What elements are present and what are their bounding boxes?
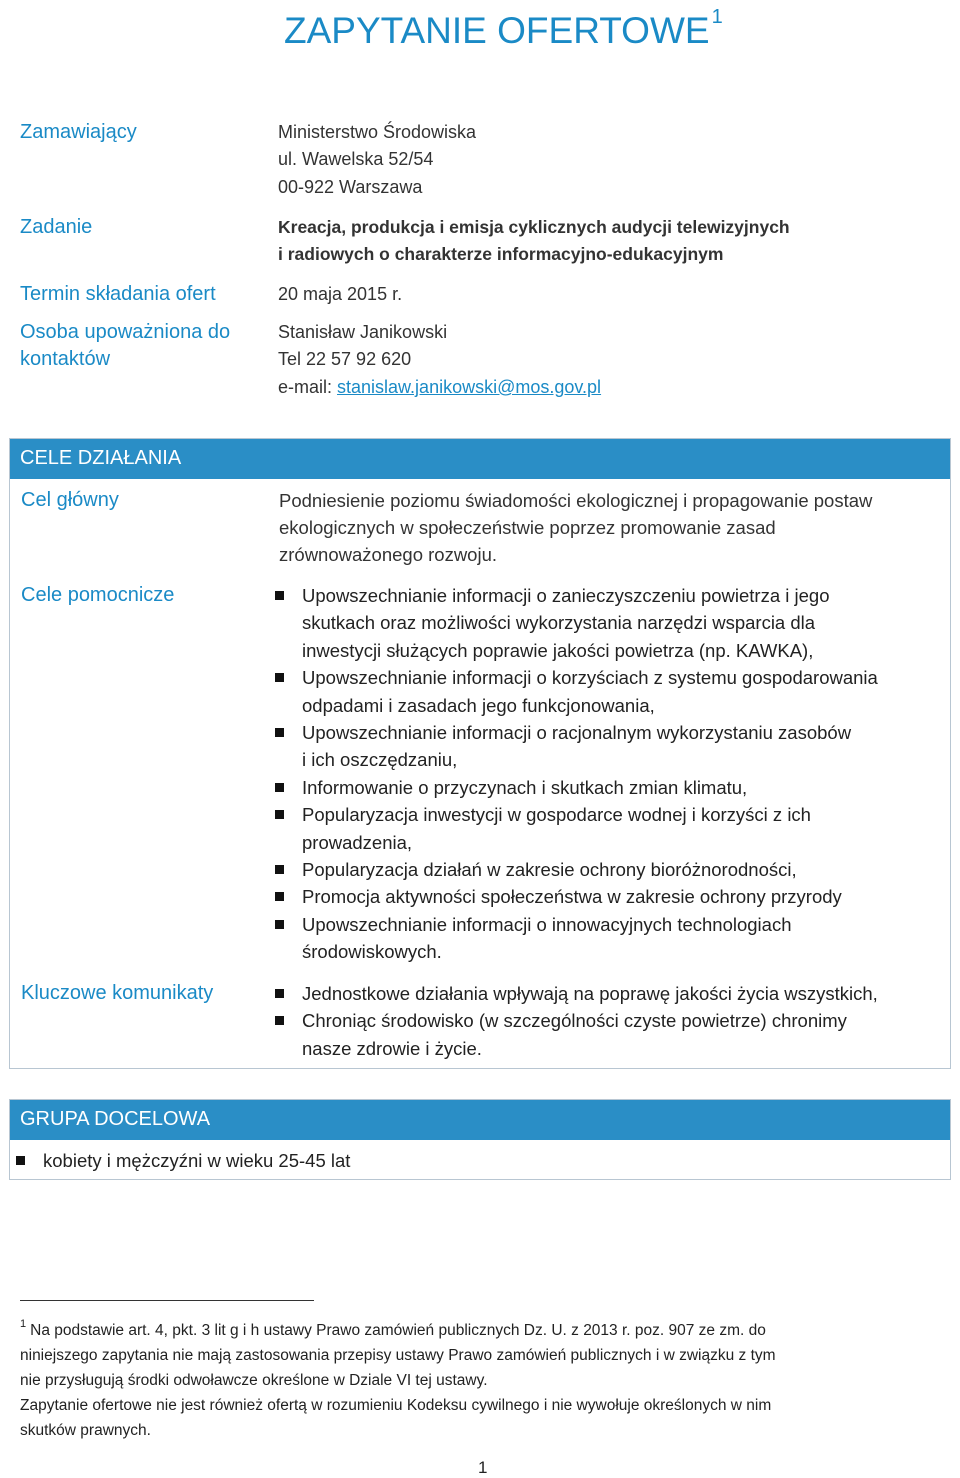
bullet-square-icon	[275, 1016, 284, 1025]
zamawiajacy-line-2: ul. Wawelska 52/54	[278, 149, 434, 169]
footnote-line-5: skutków prawnych.	[20, 1422, 151, 1439]
list-item-line: Popularyzacja działań w zakresie ochrony bioróżnorodności,	[302, 859, 797, 881]
list-item-line: Upowszechnianie informacji o racjonalnym wykorzystaniu zasobów	[302, 722, 852, 744]
list-item	[275, 719, 951, 774]
list-item-line: kobiety i mężczyźni w wieku 25-45 lat	[43, 1150, 351, 1171]
bullet-square-icon	[275, 989, 284, 998]
bullet-square-icon	[275, 892, 284, 901]
bullet-square-icon	[275, 783, 284, 792]
email-prefix: e-mail:	[278, 377, 338, 397]
footnote-text: Na podstawie art. 4, pkt. 3 lit g i h ustawy Prawo zamówień publicznych Dz. U. z 2013 r. poz. 907 ze zm. do	[30, 1322, 766, 1339]
cel-glowny-text	[279, 487, 947, 568]
list-item-line: i ich oszczędzaniu,	[302, 749, 458, 771]
bullet-square-icon	[275, 728, 284, 737]
zadanie-line-2: i radiowych o charakterze informacyjno-edukacyjnym	[278, 244, 724, 264]
list-item-line: Upowszechnianie informacji o innowacyjnych technologiach	[302, 913, 792, 935]
list-item-line: skutkach oraz możliwości wykorzystania narzędzi wsparcia dla	[302, 612, 816, 634]
list-item-line: Chroniąc środowisko (w szczególności czyste powietrze) chronimy	[302, 1010, 847, 1032]
footnote-line-3: nie przysługują środki odwoławcze określone w Dziale VI tej ustawy.	[20, 1372, 488, 1389]
list-item-line: Upowszechnianie informacji o korzyściach z systemu gospodarowania	[302, 667, 878, 689]
document-title	[284, 6, 723, 52]
grupa-docelowa-list	[16, 1147, 692, 1174]
cel-glowny-line-3: zrównoważonego rozwoju.	[279, 544, 498, 565]
footnote-line-4: Zapytanie ofertowe nie jest również ofertą w rozumieniu Kodeksu cywilnego i nie wywołuje określonych w nim	[20, 1397, 772, 1414]
grupa-docelowa-heading: GRUPA DOCELOWA	[10, 1100, 950, 1140]
list-item-line: odpadami i zasadach jego funkcjonowania,	[302, 694, 655, 716]
bullet-square-icon	[275, 673, 284, 682]
cel-glowny-line-2: ekologicznych w społeczeństwie poprzez promowanie zasad	[279, 517, 776, 538]
list-item-line: Informowanie o przyczynach i skutkach zmian klimatu,	[302, 776, 748, 798]
list-item-line: Jednostkowe działania wpływają na poprawę jakości życia wszystkich,	[302, 983, 878, 1004]
list-item	[16, 1147, 692, 1174]
kluczowe-komunikaty-list	[275, 980, 951, 1062]
kluczowe-komunikaty-label: Kluczowe komunikaty	[21, 982, 214, 1004]
bullet-square-icon	[275, 920, 284, 929]
footnote-line-1	[20, 1312, 948, 1343]
osoba-name: Stanisław Janikowski	[278, 322, 448, 342]
list-item-line: Upowszechnianie informacji o zanieczyszczeniu powietrza i jego	[302, 585, 830, 606]
termin-value: 20 maja 2015 r.	[278, 284, 403, 304]
list-item-line: nasze zdrowie i życie.	[302, 1037, 482, 1059]
footnote-line-2: niniejszego zapytania nie mają zastosowania przepisy ustawy Prawo zamówień publicznych i w związku z tym	[20, 1347, 776, 1364]
osoba-email-line	[278, 374, 601, 401]
title-footnote-ref: 1	[711, 6, 723, 28]
list-item	[275, 801, 951, 856]
bullet-square-icon	[275, 591, 284, 600]
list-item-line: inwestycji służących poprawie jakości powietrza (np. KAWKA),	[302, 639, 814, 661]
zadanie-label: Zadanie	[20, 216, 93, 238]
zamawiajacy-line-1: Ministerstwo Środowiska	[278, 122, 477, 142]
list-item	[275, 980, 951, 1007]
cel-glowny-line-1: Podniesienie poziomu świadomości ekologicznej i propagowanie postaw	[279, 490, 873, 511]
footnote	[20, 1312, 948, 1443]
list-item	[275, 582, 951, 664]
zamawiajacy-label: Zamawiający	[20, 121, 137, 143]
title-text: ZAPYTANIE OFERTOWE	[284, 10, 710, 51]
list-item-line: prowadzenia,	[302, 831, 413, 853]
list-item-line: Popularyzacja inwestycji w gospodarce wodnej i korzyści z ich	[302, 804, 811, 826]
email-link[interactable]: stanislaw.janikowski@mos.gov.pl	[337, 377, 602, 397]
osoba-label-line-1: Osoba upoważniona do	[20, 321, 231, 343]
cele-dzialania-heading: CELE DZIAŁANIA	[10, 439, 950, 479]
list-item	[275, 664, 951, 719]
bullet-square-icon	[275, 865, 284, 874]
footnote-ref: 1	[20, 1318, 27, 1330]
list-item	[275, 883, 951, 910]
list-item	[275, 1007, 951, 1062]
grupa-docelowa-section	[9, 1099, 951, 1180]
list-item	[275, 856, 951, 883]
bullet-square-icon	[16, 1156, 25, 1165]
footnote-separator	[20, 1300, 314, 1301]
list-item-line: środowiskowych.	[302, 941, 442, 963]
list-item	[275, 911, 951, 966]
page-number: 1	[478, 1458, 488, 1477]
cele-pomocnicze-label: Cele pomocnicze	[21, 584, 175, 606]
list-item-line: Promocja aktywności społeczeństwa w zakresie ochrony przyrody	[302, 886, 842, 908]
osoba-tel: Tel 22 57 92 620	[278, 349, 412, 369]
cele-dzialania-section	[9, 438, 951, 1069]
cel-glowny-label: Cel główny	[21, 489, 119, 511]
osoba-label-line-2: kontaktów	[20, 348, 111, 370]
cele-pomocnicze-list	[275, 582, 951, 966]
list-item	[275, 774, 951, 801]
bullet-square-icon	[275, 810, 284, 819]
zadanie-line-1: Kreacja, produkcja i emisja cyklicznych audycji telewizyjnych	[278, 217, 790, 237]
termin-label: Termin składania ofert	[20, 283, 216, 305]
zamawiajacy-line-3: 00-922 Warszawa	[278, 177, 423, 197]
